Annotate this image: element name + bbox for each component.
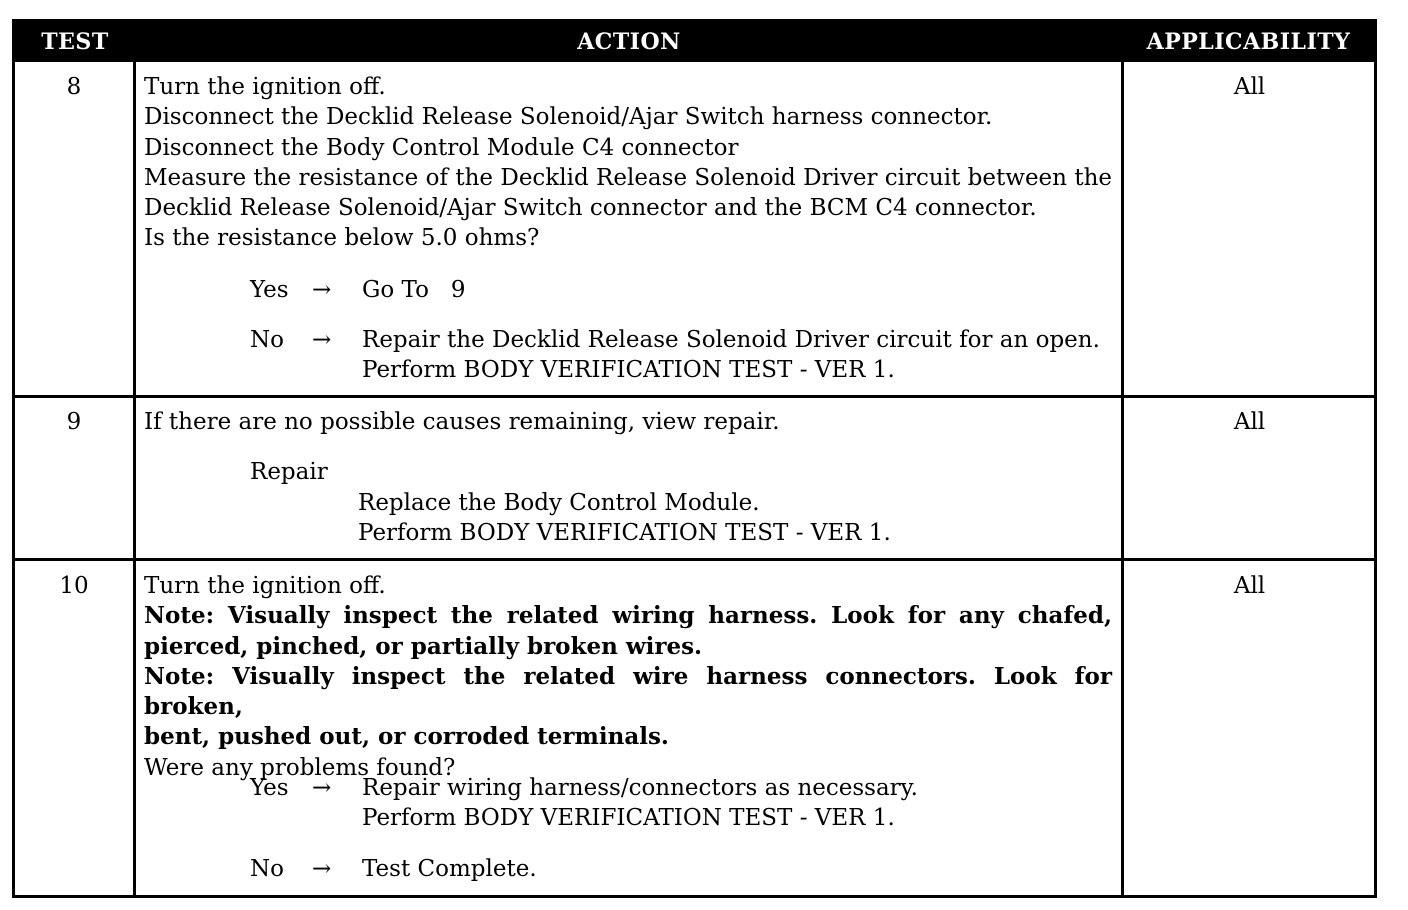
yes-result: Go To 9 xyxy=(362,277,466,303)
action-line: Measure the resistance of the Decklid Release Solenoid Driver circuit between the xyxy=(144,164,1112,191)
action-line: Disconnect the Decklid Release Solenoid/Ajar Switch harness connector. xyxy=(144,104,993,131)
header-test: TEST xyxy=(41,29,109,55)
yes-label: Yes xyxy=(250,277,289,303)
note-line: bent, pushed out, or corroded terminals. xyxy=(144,723,669,751)
header-action: ACTION xyxy=(577,29,681,55)
note-line: Note: Visually inspect the related wire harness connectors. Look for broken, xyxy=(144,662,1112,721)
action-text xyxy=(144,571,1112,783)
action-text xyxy=(144,72,1112,254)
column-divider xyxy=(1121,62,1124,895)
yes-result-line: Perform BODY VERIFICATION TEST - VER 1. xyxy=(362,805,895,832)
no-result: Test Complete. xyxy=(362,856,537,882)
no-label: No xyxy=(250,327,284,353)
action-line: Disconnect the Body Control Module C4 connector xyxy=(144,134,739,161)
yes-label: Yes xyxy=(250,775,289,801)
note-line: Note: Visually inspect the related wiring harness. Look for any chafed, xyxy=(144,602,1112,630)
repair-steps xyxy=(358,488,891,549)
row-divider xyxy=(15,558,1374,561)
row-divider xyxy=(15,395,1374,398)
right-arrow-icon: → xyxy=(312,856,332,882)
no-result-line: Perform BODY VERIFICATION TEST - VER 1. xyxy=(362,357,895,384)
applicability-value: All xyxy=(1233,573,1266,599)
repair-label: Repair xyxy=(250,459,328,485)
diagnostic-test-table xyxy=(12,19,1377,898)
repair-line: Perform BODY VERIFICATION TEST - VER 1. xyxy=(358,520,891,547)
action-line: Were any problems found? xyxy=(144,754,456,781)
no-label: No xyxy=(250,856,284,882)
repair-line: Replace the Body Control Module. xyxy=(358,490,760,516)
right-arrow-icon: → xyxy=(312,327,332,353)
column-divider xyxy=(133,62,136,895)
test-number: 8 xyxy=(66,74,82,100)
action-text: If there are no possible causes remaining, view repair. xyxy=(144,409,780,435)
right-arrow-icon: → xyxy=(312,775,332,801)
yes-result-line: Repair wiring harness/connectors as necessary. xyxy=(362,775,918,801)
no-result xyxy=(362,325,1100,386)
applicability-value: All xyxy=(1233,74,1266,100)
action-line: Is the resistance below 5.0 ohms? xyxy=(144,225,540,252)
table-header xyxy=(15,22,1374,62)
action-line: Turn the ignition off. xyxy=(144,74,386,100)
right-arrow-icon: → xyxy=(312,277,332,303)
note-line: pierced, pinched, or partially broken wires. xyxy=(144,632,703,660)
yes-result xyxy=(362,773,918,834)
test-number: 10 xyxy=(59,573,89,599)
header-applicability: APPLICABILITY xyxy=(1146,29,1351,55)
action-line: Decklid Release Solenoid/Ajar Switch connector and the BCM C4 connector. xyxy=(144,195,1037,222)
no-result-line: Repair the Decklid Release Solenoid Driver circuit for an open. xyxy=(362,327,1100,353)
applicability-value: All xyxy=(1233,409,1266,435)
action-line: Turn the ignition off. xyxy=(144,573,386,599)
test-number: 9 xyxy=(66,409,82,435)
